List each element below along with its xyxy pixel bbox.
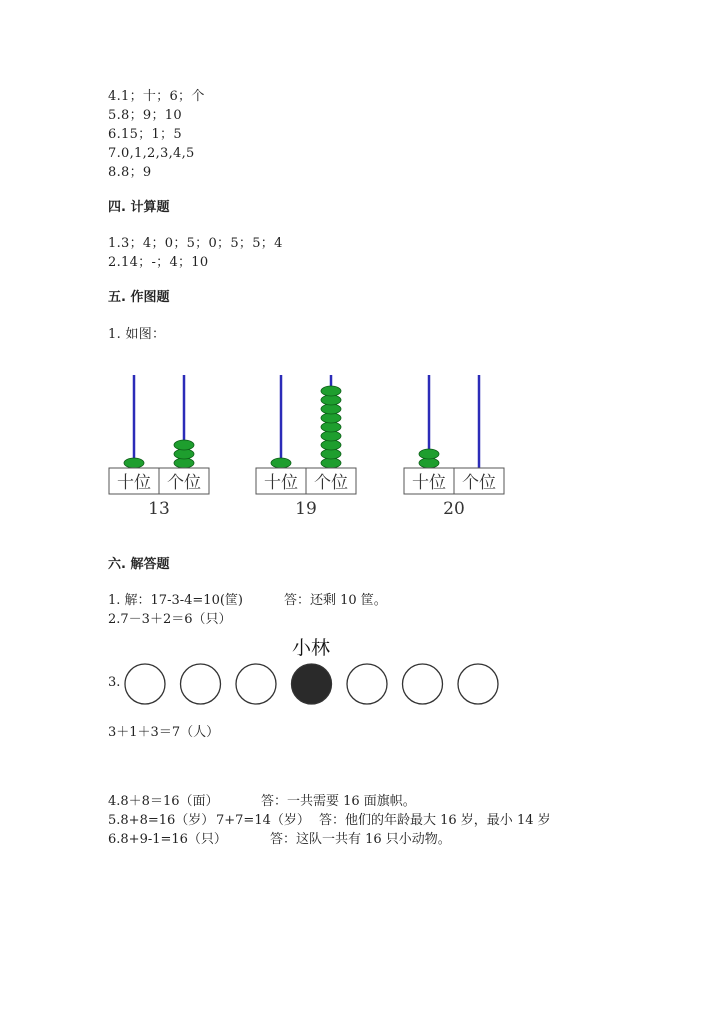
abacus-bead (419, 458, 439, 468)
abacus-bead (321, 386, 341, 396)
child-circle (125, 664, 165, 704)
ones-label: 个位 (462, 473, 496, 493)
tens-beads (419, 449, 439, 468)
xiaolin-circle (292, 664, 332, 704)
tens-label: 十位 (264, 473, 298, 493)
abacus-bead (124, 458, 144, 468)
child-circle (458, 664, 498, 704)
answer-line-5: 5.8；9；10 (108, 108, 182, 123)
q3-label: 3. (108, 675, 121, 690)
abacus-bead (321, 395, 341, 405)
abacus-bead (174, 449, 194, 459)
ones-label: 个位 (314, 473, 348, 493)
q1-answer: 答：还剩 10 筐。 (284, 593, 387, 608)
xiaolin-label: 小林 (291, 637, 331, 659)
abacus-bead (174, 458, 194, 468)
abacus-number: 13 (148, 499, 170, 519)
abacus-bead (321, 404, 341, 414)
q5-answer: 答：他们的年龄最大 16 岁，最小 14 岁 (319, 813, 551, 828)
abacus-bead (321, 458, 341, 468)
answer-line-7: 7.0,1,2,3,4,5 (108, 146, 195, 161)
abacus-number: 20 (443, 499, 465, 519)
answer-line-6: 6.15；1；5 (108, 127, 182, 142)
abacus-bead (271, 458, 291, 468)
child-circle (347, 664, 387, 704)
ones-beads (321, 386, 341, 468)
q2-work: 2.7－3＋2＝6（只） (108, 612, 232, 627)
q6-answer: 答：这队一共有 16 只小动物。 (270, 832, 451, 847)
q1-work: 1. 解：17-3-4=10(筐) (108, 593, 243, 608)
abacus-number: 19 (295, 499, 317, 519)
child-circle (236, 664, 276, 704)
tens-label: 十位 (117, 473, 151, 493)
tens-beads (271, 458, 291, 468)
tens-beads (124, 458, 144, 468)
answer-line-8: 8.8；9 (108, 165, 152, 180)
abacus-bead (321, 449, 341, 459)
section-heading-solutions: 六. 解答题 (108, 557, 170, 572)
child-circle (181, 664, 221, 704)
ones-beads (174, 440, 194, 468)
answer-line-4: 4.1；十；6；个 (108, 89, 205, 104)
q5-work-1: 5.8+8=16（岁） (108, 813, 215, 828)
q4-answer: 答：一共需要 16 面旗帜。 (261, 794, 416, 809)
abacus-bead (321, 422, 341, 432)
abacus-bead (174, 440, 194, 450)
children-circles (125, 664, 498, 704)
abacus-3 (404, 375, 504, 519)
abacus-bead (321, 431, 341, 441)
section-heading-calculation: 四. 计算题 (108, 200, 170, 215)
abacus-bead (419, 449, 439, 459)
calc-answer-2: 2.14；-；4；10 (108, 255, 209, 270)
q3-equation: 3＋1＋3＝7（人） (108, 725, 220, 740)
ones-label: 个位 (167, 473, 201, 493)
tens-label: 十位 (412, 473, 446, 493)
child-circle (403, 664, 443, 704)
calc-answer-1: 1.3；4；0；5；0；5；5；4 (108, 236, 283, 251)
section-heading-drawing: 五. 作图题 (108, 290, 170, 305)
abacus-2 (256, 375, 356, 519)
q6-work: 6.8+9-1=16（只） (108, 832, 227, 847)
abacus-bead (321, 440, 341, 450)
abacus-1 (109, 375, 209, 519)
abacus-bead (321, 413, 341, 423)
q5-work-2: 7+7=14（岁） (216, 813, 310, 828)
drawing-item-1: 1. 如图： (108, 327, 166, 342)
q4-work: 4.8＋8＝16（面） (108, 794, 219, 809)
